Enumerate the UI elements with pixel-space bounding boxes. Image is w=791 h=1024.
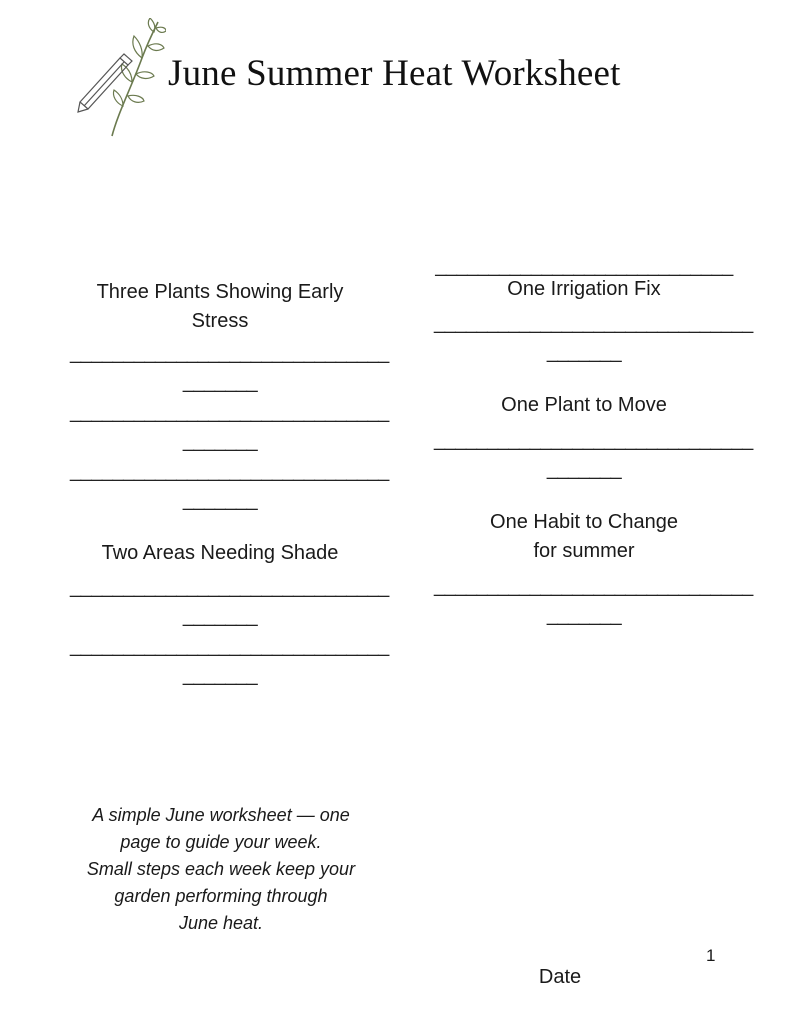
answer-blank[interactable] bbox=[70, 573, 389, 631]
blank-line: _______ bbox=[546, 341, 622, 363]
blank-line: _______ bbox=[546, 604, 622, 626]
blank-line: ______________________________ bbox=[70, 342, 389, 364]
section-shade-heading: Two Areas Needing Shade bbox=[101, 542, 339, 564]
blank-line: _______ bbox=[182, 605, 258, 627]
answer-blank[interactable]: ____________________________ bbox=[435, 255, 733, 277]
section-three-plants-heading bbox=[70, 278, 370, 336]
date-label: Date bbox=[538, 966, 582, 988]
section-habit-heading bbox=[434, 508, 734, 566]
blank-line: _______ bbox=[546, 458, 622, 480]
heading-line: Three Plants Showing Early bbox=[96, 281, 344, 303]
answer-blank[interactable] bbox=[434, 572, 753, 630]
note-line: Small steps each week keep your bbox=[86, 859, 356, 879]
note-line: June heat. bbox=[178, 913, 264, 933]
blank-line: ______________________________ bbox=[434, 429, 753, 451]
heading-line: One Habit to Change bbox=[490, 511, 678, 533]
pencil-leaf-logo-icon bbox=[76, 18, 166, 142]
blank-line: _______ bbox=[182, 664, 258, 686]
footer-note bbox=[80, 802, 362, 937]
section-irrigation-heading: One Irrigation Fix bbox=[507, 278, 661, 300]
blank-line: ______________________________ bbox=[434, 312, 753, 334]
answer-blank[interactable] bbox=[70, 398, 389, 456]
answer-blank[interactable] bbox=[70, 632, 389, 690]
answer-blank[interactable] bbox=[70, 339, 389, 397]
blank-line: _______ bbox=[182, 430, 258, 452]
answer-blank[interactable] bbox=[434, 309, 753, 367]
note-line: garden performing through bbox=[114, 886, 328, 906]
answer-blank[interactable] bbox=[70, 457, 389, 515]
heading-line: for summer bbox=[533, 540, 635, 562]
blank-line: _______ bbox=[182, 371, 258, 393]
note-line: page to guide your week. bbox=[120, 832, 322, 852]
blank-line: ______________________________ bbox=[70, 635, 389, 657]
blank-line: ______________________________ bbox=[434, 575, 753, 597]
note-line: A simple June worksheet — one bbox=[92, 805, 350, 825]
blank-line: ______________________________ bbox=[70, 401, 389, 423]
page-number: 1 bbox=[706, 946, 716, 965]
section-plant-move-heading: One Plant to Move bbox=[501, 394, 667, 416]
blank-line: ______________________________ bbox=[70, 460, 389, 482]
answer-blank[interactable] bbox=[434, 426, 753, 484]
page-title: June Summer Heat Worksheet bbox=[168, 53, 621, 94]
blank-line: _______ bbox=[182, 489, 258, 511]
heading-line: Stress bbox=[191, 310, 249, 332]
blank-line: ______________________________ bbox=[70, 576, 389, 598]
